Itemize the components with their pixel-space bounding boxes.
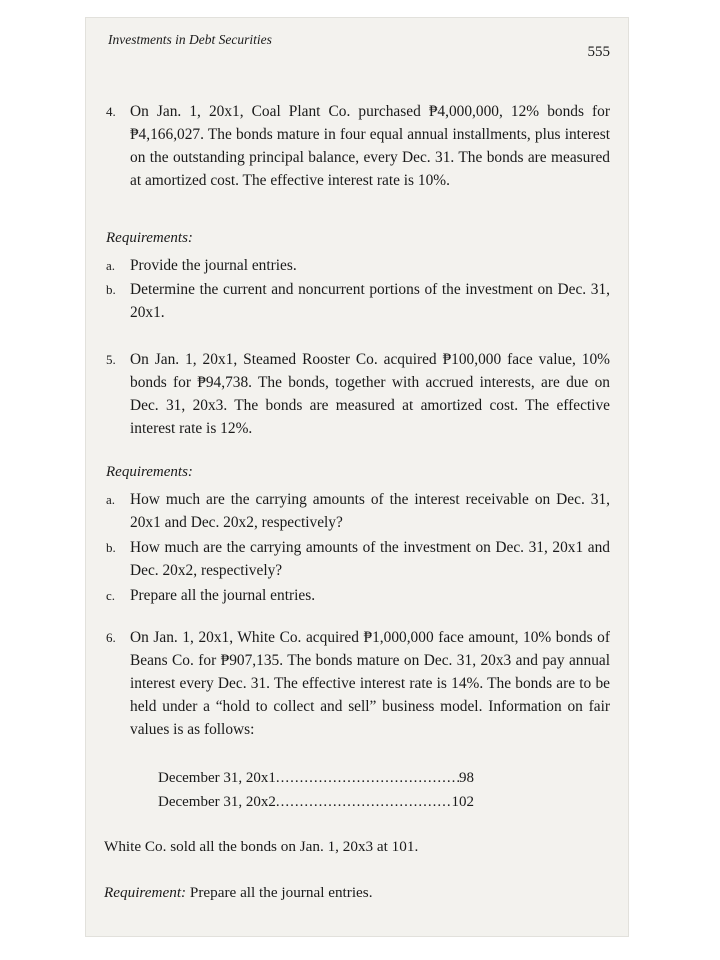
problem-6 xyxy=(106,626,610,741)
requirement-text: How much are the carrying amounts of the investment on Dec. 31, 20x1 and Dec. 20x2, respectively? xyxy=(130,539,610,579)
requirement-text: Prepare all the journal entries. xyxy=(130,587,316,604)
page-number: 555 xyxy=(587,44,610,60)
sale-statement: White Co. sold all the bonds on Jan. 1, 20x3 at 101. xyxy=(104,838,419,855)
fair-value-row xyxy=(158,794,474,811)
problem-text: On Jan. 1, 20x1, White Co. acquired ₱1,000,000 face amount, 10% bonds of Beans Co. for ₱907,135. The bonds mature on Dec. 31, 20x3 and pay annual interest every Dec. 31. The effective interest rate is 14%. The bonds are to be held under a “hold to collect and sell” business model. Information on fair values is as follows: xyxy=(130,629,610,738)
requirement-item xyxy=(106,254,610,277)
requirement-letter: a. xyxy=(106,258,116,273)
book-page xyxy=(86,18,628,936)
requirement-letter: b. xyxy=(106,540,116,555)
fair-value-row xyxy=(158,770,474,787)
requirements-heading: Requirements: xyxy=(106,464,193,480)
requirement-letter: c. xyxy=(106,588,116,603)
requirement-text: Provide the journal entries. xyxy=(130,257,297,274)
leader-dots xyxy=(276,794,452,811)
requirement-item xyxy=(106,584,610,607)
fair-value-amount: 102 xyxy=(451,794,474,810)
requirement-label: Requirement: xyxy=(104,884,187,901)
fair-value-date: December 31, 20x2 xyxy=(158,794,276,810)
running-header: Investments in Debt Securities xyxy=(108,32,272,47)
requirement-item xyxy=(106,488,610,534)
requirement-item xyxy=(106,278,610,324)
problem-5 xyxy=(106,348,610,440)
requirement-text: How much are the carrying amounts of the interest receivable on Dec. 31, 20x1 and Dec. 20x2, respectively? xyxy=(130,491,610,531)
leader-dots xyxy=(276,770,459,787)
problem-text: On Jan. 1, 20x1, Coal Plant Co. purchased ₱4,000,000, 12% bonds for ₱4,166,027. The bonds mature in four equal annual installments, plus interest on the outstanding principal balance, every Dec. 31. The bonds are measured at amortized cost. The effective interest rate is 10%. xyxy=(130,103,610,189)
requirement-letter: b. xyxy=(106,282,116,297)
requirement-text: Prepare all the journal entries. xyxy=(189,884,373,901)
fair-value-amount: 98 xyxy=(459,770,474,786)
requirement-text: Determine the current and noncurrent portions of the investment on Dec. 31, 20x1. xyxy=(130,281,610,321)
problem-number: 6. xyxy=(106,630,116,645)
problem-4 xyxy=(106,100,610,192)
requirement-letter: a. xyxy=(106,492,116,507)
problem-number: 4. xyxy=(106,104,116,119)
problem-text: On Jan. 1, 20x1, Steamed Rooster Co. acquired ₱100,000 face value, 10% bonds for ₱94,738. The bonds, together with accrued interests, are due on Dec. 31, 20x3. The bonds are measured at amortized cost. The effective interest rate is 12%. xyxy=(130,351,610,437)
requirements-heading: Requirements: xyxy=(106,230,193,246)
final-requirement xyxy=(104,884,373,902)
problem-number: 5. xyxy=(106,352,116,367)
fair-value-date: December 31, 20x1 xyxy=(158,770,276,786)
requirement-item xyxy=(106,536,610,582)
